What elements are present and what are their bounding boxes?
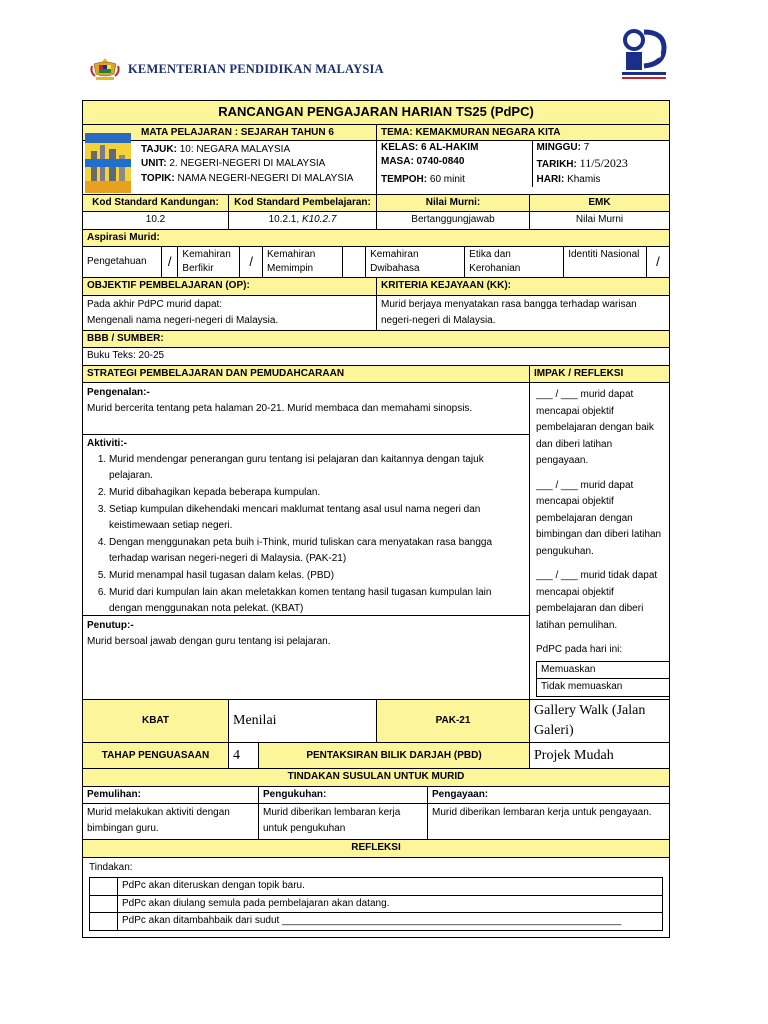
- opt-memuaskan: Memuaskan: [537, 661, 670, 679]
- bbm-text: Buku Teks: 20-25: [83, 348, 670, 366]
- aktiviti-item: 1. Murid mendengar penerangan guru tentang isi pelajaran dan kaitannya dengan tajuk pelajaran.: [109, 452, 525, 484]
- tahap-label: TAHAP PENGUASAAN: [83, 743, 229, 769]
- tarikh-label: TARIKH:: [536, 159, 577, 171]
- pembelajaran-header: Kod Standard Pembelajaran:: [229, 194, 377, 212]
- objektif-label: OBJEKTIF PEMBELAJARAN (OP):: [83, 278, 377, 296]
- susulan-label: TINDAKAN SUSULAN UNTUK MURID: [83, 769, 670, 787]
- ts25-logo-icon: [618, 26, 668, 82]
- aktiviti-item: 6. Murid dari kumpulan lain akan meletakkan komen tentang hasil tugasan kumpulan lain dengan menggunakan nota pelekat. (KBAT): [109, 585, 525, 617]
- strategi-body: [83, 383, 530, 700]
- pengenalan-text: Murid bercerita tentang peta halaman 20-21. Murid membaca dan memahami sinopsis.: [87, 403, 473, 415]
- penutup-text: Murid bersoal jawab dengan guru tentang isi pelajaran.: [87, 636, 331, 648]
- kriteria-label: KRITERIA KEJAYAAN (KK):: [377, 278, 670, 296]
- aspirasi-item-0: Pengetahuan: [83, 247, 161, 277]
- impak-label: IMPAK / REFLEKSI: [530, 365, 670, 383]
- aktiviti-list: [87, 452, 525, 617]
- aspirasi-row: [83, 247, 670, 278]
- pembelajaran-value-a: 10.2.1,: [268, 214, 300, 226]
- impak-body: [530, 383, 670, 700]
- pengukuhan-label: Pengukuhan:: [259, 786, 428, 804]
- subject-label: MATA PELAJARAN : SEJARAH TAHUN 6: [83, 125, 376, 141]
- refleksi-label: REFLEKSI: [83, 840, 670, 858]
- objektif-line-2: Mengenali nama negeri-negeri di Malaysia.: [87, 314, 279, 326]
- page-header: [0, 0, 768, 100]
- emk-header: EMK: [530, 194, 670, 212]
- impak-r3: ___ / ___ murid tidak dapat mencapai objektif pembelajaran dan diberi latihan pemulihan.: [536, 570, 658, 631]
- tindakan-box-2[interactable]: [90, 913, 118, 931]
- topik-label: TOPIK:: [141, 172, 175, 184]
- hari-value: Khamis: [567, 173, 601, 185]
- emk-value: Nilai Murni: [530, 212, 670, 230]
- tindakan-label: Tindakan:: [89, 861, 133, 873]
- aspirasi-item-1: Kemahiran Berfikir: [178, 247, 240, 277]
- textbook-cover-icon: [85, 125, 131, 193]
- lesson-plan-table: [82, 100, 670, 938]
- aktiviti-item: 3. Setiap kumpulan dikehendaki mencari maklumat tentang asal usul nama negeri dan keistimewaan setiap negeri.: [109, 502, 525, 534]
- nilai-header: Nilai Murni:: [377, 194, 530, 212]
- strategi-label: STRATEGI PEMBELAJARAN DAN PEMUDAHCARAAN: [83, 365, 530, 383]
- ministry-name: KEMENTERIAN PENDIDIKAN MALAYSIA: [128, 62, 384, 76]
- tajuk-value: 10: NEGARA MALAYSIA: [179, 143, 291, 155]
- tarikh-value: 11/5/2023: [579, 156, 628, 171]
- pak-value: Gallery Walk (Jalan Galeri): [530, 699, 670, 743]
- malaysia-crest-icon: [90, 56, 120, 82]
- kriteria-text: Murid berjaya menyatakan rasa bangga terhadap warisan negeri-negeri di Malaysia.: [377, 295, 670, 330]
- aspirasi-grid: [83, 247, 669, 277]
- unit-value: 2. NEGERI-NEGERI DI MALAYSIA: [169, 158, 326, 170]
- aspirasi-mark-0: /: [161, 247, 178, 277]
- penutup-label: Penutup:-: [87, 620, 134, 632]
- opt-tidak-memuaskan: Tidak memuaskan: [537, 679, 670, 697]
- pengayaan-label: Pengayaan:: [428, 786, 670, 804]
- aktiviti-item: 5. Murid menampal hasil tugasan dalam kelas. (PBD): [109, 568, 525, 584]
- aktiviti-label: Aktiviti:-: [87, 438, 127, 450]
- pemulihan-text: Murid melakukan aktiviti dengan bimbingan guru.: [83, 804, 259, 840]
- tindakan-box-0[interactable]: [90, 878, 118, 896]
- aspirasi-item-3: Kemahiran Dwibahasa: [366, 247, 465, 277]
- pdpc-label: PdPC pada hari ini:: [536, 644, 623, 656]
- pembelajaran-value-b: K10.2.7: [301, 214, 337, 226]
- tindakan-opt-1: PdPc akan diulang semula pada pembelajaran akan datang.: [118, 895, 663, 913]
- tindakan-opt-0: PdPc akan diteruskan dengan topik baru.: [118, 878, 663, 896]
- page-title: RANCANGAN PENGAJARAN HARIAN TS25 (PdPC): [83, 101, 670, 125]
- tajuk-label: TAJUK:: [141, 143, 177, 155]
- pembelajaran-value: [229, 212, 377, 230]
- pengukuhan-text: Murid diberikan lembaran kerja untuk pengukuhan: [259, 804, 428, 840]
- pbd-label: PENTAKSIRAN BILIK DARJAH (PBD): [259, 743, 530, 769]
- pengayaan-text: Murid diberikan lembaran kerja untuk pengayaan.: [428, 804, 670, 840]
- topik-value: NAMA NEGERI-NEGERI DI MALAYSIA: [177, 172, 354, 184]
- minggu-label: MINGGU:: [536, 141, 581, 153]
- pemulihan-label: Pemulihan:: [83, 786, 259, 804]
- tempoh-value: 60 minit: [429, 173, 465, 185]
- pengenalan-label: Pengenalan:-: [87, 387, 150, 399]
- theme-label: TEMA: KEMAKMURAN NEGARA KITA: [377, 125, 669, 141]
- tempoh-label: TEMPOH:: [381, 173, 428, 185]
- masa-label: MASA: 0740-0840: [381, 156, 465, 168]
- kbat-label: KBAT: [83, 699, 229, 743]
- subject-cell: [83, 124, 377, 194]
- aktiviti-item: 4. Dengan menggunakan peta buih i-Think, murid tuliskan cara menyatakan rasa bangga terhadap warisan negeri-negeri di Malaysia. (PAK-21): [109, 535, 525, 567]
- aktiviti-item: 2. Murid dibahagikan kepada beberapa kumpulan.: [109, 485, 525, 501]
- hari-label: HARI:: [536, 173, 565, 185]
- nilai-value: Bertanggungjawab: [377, 212, 530, 230]
- aspirasi-item-5: Identiti Nasional: [564, 247, 647, 277]
- aspirasi-mark-1: /: [240, 247, 263, 277]
- impak-r2: ___ / ___ murid dapat mencapai objektif pembelajaran dengan bimbingan dan diberi latihan pengukuhan.: [536, 479, 662, 557]
- aspirasi-item-2: Kemahiran Memimpin: [262, 247, 342, 277]
- kelas-label: KELAS: 6 AL-HAKIM: [381, 141, 479, 153]
- impak-r1: ___ / ___ murid dapat mencapai objektif pembelajaran dengan baik dan diberi latihan pengayaan.: [536, 389, 654, 467]
- objektif-line-1: Pada akhir PdPC murid dapat:: [87, 298, 223, 310]
- class-info-cell: [377, 124, 670, 194]
- kbat-value: Menilai: [229, 699, 377, 743]
- unit-label: UNIT:: [141, 158, 167, 170]
- tindakan-options: [89, 877, 663, 931]
- kandungan-value: 10.2: [83, 212, 229, 230]
- aspirasi-mark-5: /: [646, 247, 669, 277]
- refleksi-body: [83, 857, 670, 937]
- kandungan-header: Kod Standard Kandungan:: [83, 194, 229, 212]
- objektif-text: [83, 295, 377, 330]
- pbd-value: Projek Mudah: [530, 743, 670, 769]
- aspirasi-label: Aspirasi Murid:: [83, 229, 670, 247]
- minggu-value: 7: [583, 141, 590, 153]
- tindakan-opt-2: PdPc akan ditambahbaik dari sudut _____________________________________________________________: [118, 913, 663, 931]
- aspirasi-mark-2: [343, 247, 366, 277]
- pdpc-options: [536, 661, 670, 697]
- svg-text:25: 25: [646, 45, 662, 61]
- bbm-label: BBB / SUMBER:: [83, 330, 670, 348]
- aspirasi-item-4: Etika dan Kerohanian: [465, 247, 564, 277]
- pak-label: PAK-21: [377, 699, 530, 743]
- tahap-value: 4: [229, 743, 259, 769]
- tindakan-box-1[interactable]: [90, 895, 118, 913]
